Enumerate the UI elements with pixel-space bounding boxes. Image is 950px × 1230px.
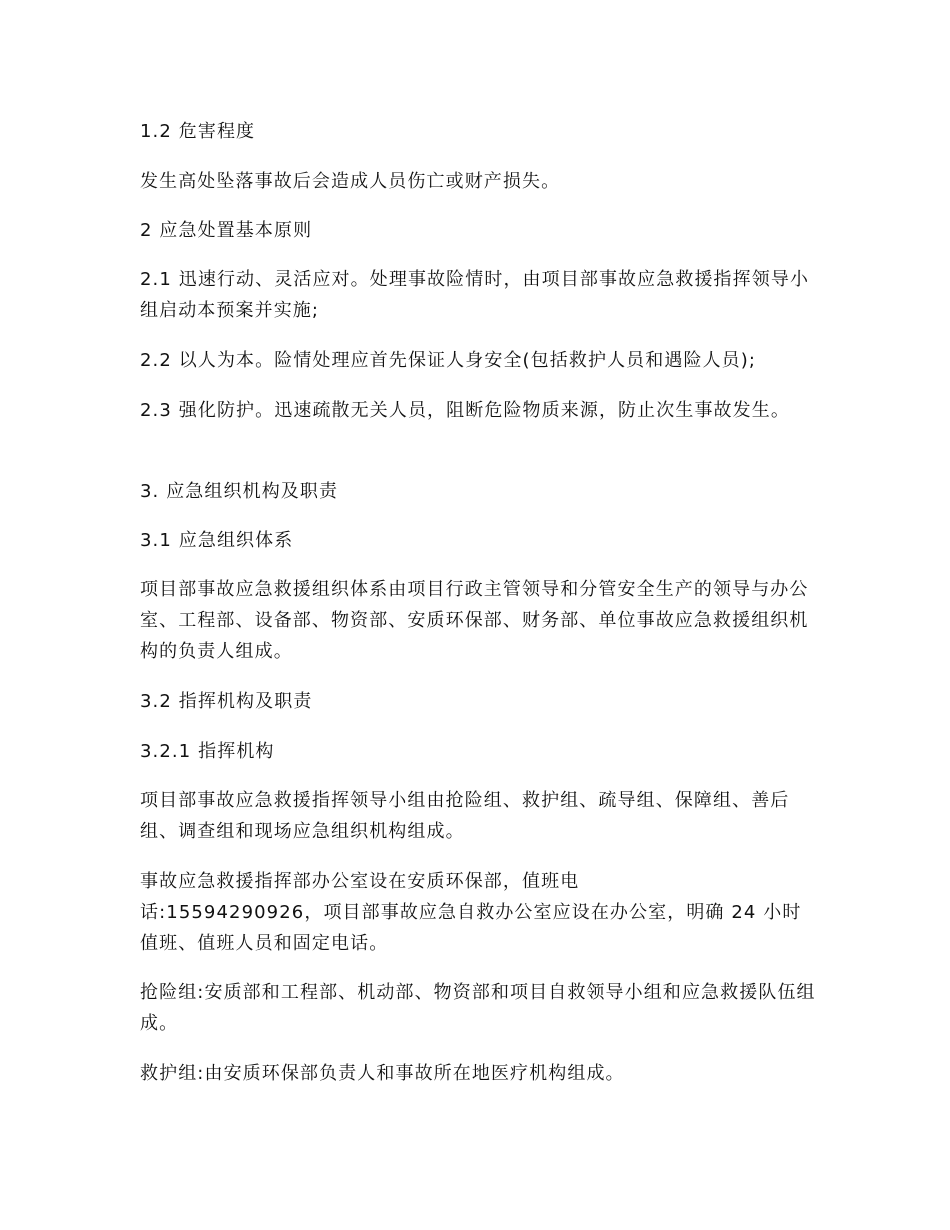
- paragraph-hazard: 发生高处坠落事故后会造成人员伤亡或财产损失。: [140, 171, 561, 192]
- paragraph-medical-group: 救护组:由安质环保部负责人和事故所在地医疗机构组成。: [140, 1063, 625, 1084]
- heading-3: 3. 应急组织机构及职责: [140, 481, 339, 502]
- paragraph-duty-office: 事故应急救援指挥部办公室设在安质环保部，值班电 话:15594290926，项目部事故应急自救办公室应设在办公室，明确 24 小时值班、值班人员和固定电话。: [140, 871, 802, 954]
- paragraph-2-3: 2.3 强化防护。迅速疏散无关人员，阻断危险物质来源，防止次生事故发生。: [140, 400, 790, 421]
- heading-3-1: 3.1 应急组织体系: [140, 530, 294, 551]
- paragraph-2-2: 2.2 以人为本。险情处理应首先保证人身安全(包括救护人员和遇险人员);: [140, 350, 757, 371]
- paragraph-3-1: 项目部事故应急救援组织体系由项目行政主管领导和分管安全生产的领导与办公室、工程部、设备部、物资部、安质环保部、财务部、单位事故应急救援组织机构的负责人组成。: [140, 579, 809, 662]
- heading-3-2-1: 3.2.1 指挥机构: [140, 741, 275, 762]
- heading-2: 2 应急处置基本原则: [140, 220, 313, 241]
- heading-3-2: 3.2 指挥机构及职责: [140, 691, 313, 712]
- paragraph-3-2-1: 项目部事故应急救援指挥领导小组由抢险组、救护组、疏导组、保障组、善后组、调查组和现场应急组织机构组成。: [140, 790, 790, 842]
- heading-1-2: 1.2 危害程度: [140, 121, 256, 142]
- paragraph-rescue-group: 抢险组:安质部和工程部、机动部、物资部和项目自救领导小组和应急救援队伍组成。: [140, 982, 816, 1034]
- paragraph-2-1: 2.1 迅速行动、灵活应对。处理事故险情时，由项目部事故应急救援指挥领导小组启动本预案并实施;: [140, 269, 810, 321]
